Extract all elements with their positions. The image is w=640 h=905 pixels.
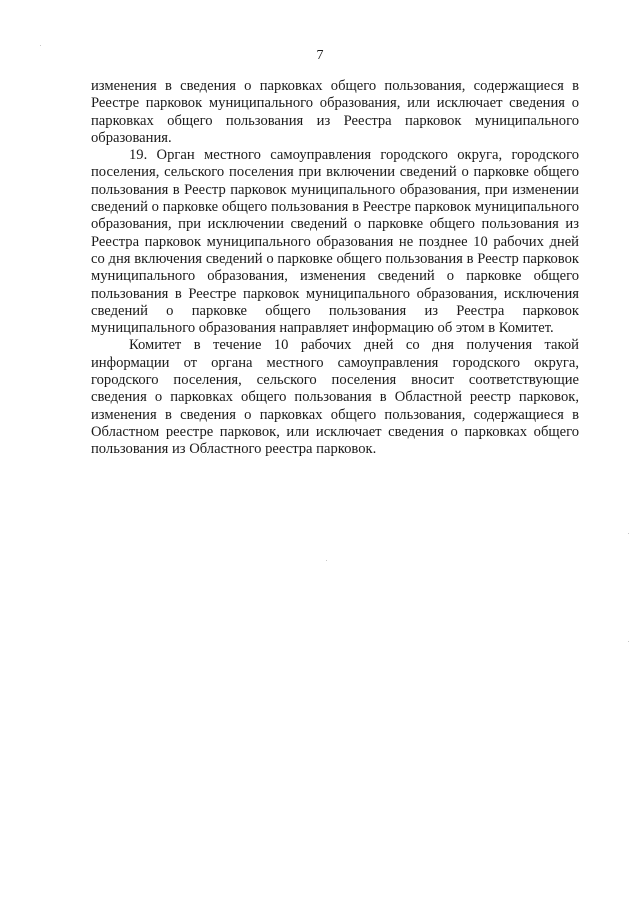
scan-speck bbox=[628, 641, 629, 642]
scan-speck bbox=[40, 45, 41, 46]
paragraph-item-19: 19. Орган местного самоуправления городского округа, городского поселения, сельского поселения при включении сведений о парковке общего пользования в Реестр парковок муниципального образования, при изменении сведений о парковке общего пользования в Реестре парковок муниципального образования, при исключении сведений о парковке общего пользования из Реестра парковок муниципального образования не позднее 10 рабочих дней со дня включения сведений о парковке общего пользования в Реестр парковок муниципального образования, изменения сведений о парковке общего пользования в Реестре парковок муниципального образования, исключения сведений о парковке общего пользования из Реестра парковок муниципального образования направляет информацию об этом в Комитет. bbox=[91, 147, 579, 337]
scan-speck bbox=[326, 560, 327, 561]
page-number: 7 bbox=[316, 48, 324, 63]
scan-speck bbox=[628, 533, 629, 534]
paragraph-continuation: изменения в сведения о парковках общего пользования, содержащиеся в Реестре парковок муниципального образования, или исключает сведения о парковках общего пользования из Реестра парковок муниципального образования. bbox=[91, 78, 579, 146]
document-body bbox=[91, 78, 579, 459]
paragraph-committee: Комитет в течение 10 рабочих дней со дня получения такой информации от органа местного самоуправления городского округа, городского поселения, сельского поселения вносит соответствующие сведения о парковках общего пользования в Областной реестр парковок, изменения в сведения о парковках общего пользования, содержащиеся в Областном реестре парковок, или исключает сведения о парковках общего пользования из Областного реестра парковок. bbox=[91, 337, 579, 458]
